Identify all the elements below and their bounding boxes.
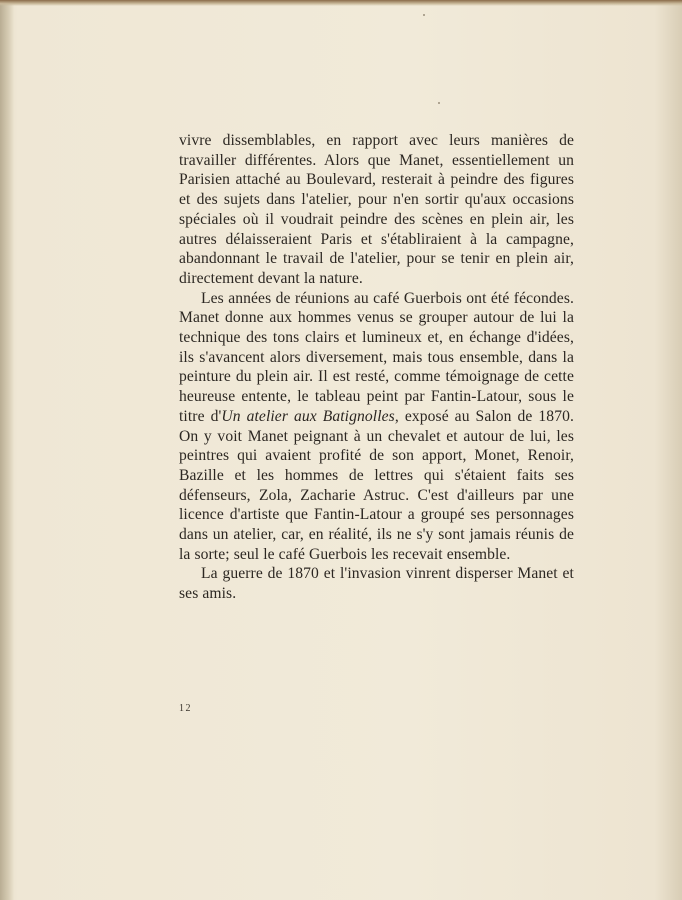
paragraph-2-text-before: Les années de réunions au café Guerbois ont été fécondes. Manet donne aux hommes venus se grouper autour de lui la technique des tons clairs et lumineux et, en échange d'idées, ils s'avancent alors diversement, mais tous ensemble, dans la peinture du plein air. Il est resté, comme témoignage de cette heureuse entente, le tableau peint par Fantin-Latour, sous le titre d' (179, 289, 574, 425)
page-top-edge (0, 0, 682, 6)
body-text (179, 131, 574, 604)
paragraph-2 (179, 289, 574, 565)
paper-speck (423, 14, 425, 16)
page-binding-shadow (0, 0, 14, 900)
paragraph-2-text-after: , exposé au Salon de 1870. On y voit Manet peignant à un chevalet et autour de lui, les peintres qui avaient profité de son apport, Monet, Renoir, Bazille et les hommes de lettres qui s'étaient faits ses défenseurs, Zola, Zacharie Astruc. C'est d'ailleurs par une licence d'artiste que Fantin-Latour a groupé ses personnages dans un atelier, car, en réalité, ils ne s'y sont jamais réunis de la sorte; seul le café Guerbois les recevait ensemble. (179, 407, 574, 563)
paragraph-1: vivre dissemblables, en rapport avec leurs manières de travailler différentes. Alors que Manet, essentiellement un Parisien attaché au Boulevard, resterait à peindre des figures et des sujets dans l'atelier, pour n'en sortir qu'aux occasions spéciales où il voudrait peindre des scènes en plein air, les autres délaisseraient Paris et s'établiraient à la campagne, abandonnant le travail de l'atelier, pour se tenir en plein air, directement devant la nature. (179, 132, 574, 287)
page-number: 12 (179, 703, 192, 714)
paper-speck (438, 102, 440, 104)
painting-title: Un atelier aux Batignolles (221, 407, 395, 425)
paragraph-3: La guerre de 1870 et l'invasion vinrent disperser Manet et ses amis. (179, 565, 574, 603)
